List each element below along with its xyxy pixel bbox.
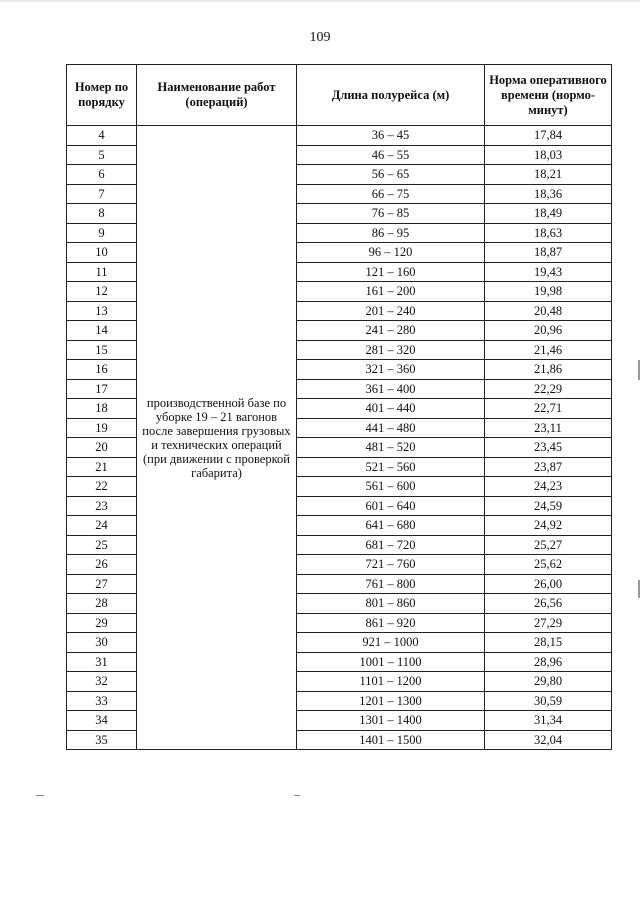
cell-length: 241 – 280 <box>297 321 485 341</box>
cell-length: 121 – 160 <box>297 262 485 282</box>
cell-number: 17 <box>67 379 137 399</box>
cell-number: 29 <box>67 613 137 633</box>
cell-norm: 22,71 <box>485 399 612 419</box>
header-operation: Наименование работ (операций) <box>137 65 297 126</box>
cell-length: 86 – 95 <box>297 223 485 243</box>
cell-length: 441 – 480 <box>297 418 485 438</box>
cell-norm: 24,23 <box>485 477 612 497</box>
cell-number: 31 <box>67 652 137 672</box>
cell-norm: 21,86 <box>485 360 612 380</box>
cell-length: 56 – 65 <box>297 165 485 185</box>
cell-number: 5 <box>67 145 137 165</box>
cell-number: 30 <box>67 633 137 653</box>
header-length: Длина полурейса (м) <box>297 65 485 126</box>
cell-norm: 21,46 <box>485 340 612 360</box>
cell-length: 1101 – 1200 <box>297 672 485 692</box>
cell-norm: 26,00 <box>485 574 612 594</box>
cell-norm: 18,03 <box>485 145 612 165</box>
cell-norm: 18,21 <box>485 165 612 185</box>
cell-length: 46 – 55 <box>297 145 485 165</box>
cell-length: 361 – 400 <box>297 379 485 399</box>
cell-norm: 27,29 <box>485 613 612 633</box>
cell-norm: 28,96 <box>485 652 612 672</box>
cell-length: 861 – 920 <box>297 613 485 633</box>
cell-length: 1001 – 1100 <box>297 652 485 672</box>
table-header-row <box>67 65 612 126</box>
cell-norm: 18,63 <box>485 223 612 243</box>
cell-norm: 23,87 <box>485 457 612 477</box>
cell-number: 4 <box>67 126 137 146</box>
scan-mark-center <box>294 795 300 796</box>
cell-norm: 29,80 <box>485 672 612 692</box>
page-top-edge <box>0 0 640 2</box>
cell-number: 12 <box>67 282 137 302</box>
cell-length: 721 – 760 <box>297 555 485 575</box>
cell-norm: 23,45 <box>485 438 612 458</box>
cell-number: 8 <box>67 204 137 224</box>
cell-norm: 20,96 <box>485 321 612 341</box>
cell-length: 801 – 860 <box>297 594 485 614</box>
cell-number: 18 <box>67 399 137 419</box>
cell-length: 281 – 320 <box>297 340 485 360</box>
cell-norm: 17,84 <box>485 126 612 146</box>
cell-number: 16 <box>67 360 137 380</box>
cell-length: 1401 – 1500 <box>297 730 485 750</box>
cell-number: 34 <box>67 711 137 731</box>
cell-norm: 26,56 <box>485 594 612 614</box>
cell-norm: 25,27 <box>485 535 612 555</box>
cell-number: 9 <box>67 223 137 243</box>
cell-number: 7 <box>67 184 137 204</box>
cell-number: 25 <box>67 535 137 555</box>
cell-norm: 24,92 <box>485 516 612 536</box>
cell-number: 14 <box>67 321 137 341</box>
cell-length: 201 – 240 <box>297 301 485 321</box>
cell-number: 35 <box>67 730 137 750</box>
cell-norm: 32,04 <box>485 730 612 750</box>
cell-number: 11 <box>67 262 137 282</box>
cell-norm: 31,34 <box>485 711 612 731</box>
cell-length: 481 – 520 <box>297 438 485 458</box>
cell-length: 76 – 85 <box>297 204 485 224</box>
cell-norm: 22,29 <box>485 379 612 399</box>
cell-length: 521 – 560 <box>297 457 485 477</box>
cell-length: 921 – 1000 <box>297 633 485 653</box>
header-norm: Норма оперативного времени (нормо-минут) <box>485 65 612 126</box>
cell-length: 681 – 720 <box>297 535 485 555</box>
scan-mark-left <box>36 795 44 796</box>
cell-number: 23 <box>67 496 137 516</box>
cell-number: 28 <box>67 594 137 614</box>
cell-number: 21 <box>67 457 137 477</box>
cell-number: 6 <box>67 165 137 185</box>
cell-length: 161 – 200 <box>297 282 485 302</box>
cell-norm: 23,11 <box>485 418 612 438</box>
cell-norm: 30,59 <box>485 691 612 711</box>
cell-length: 601 – 640 <box>297 496 485 516</box>
table-body <box>67 126 612 750</box>
cell-number: 22 <box>67 477 137 497</box>
cell-number: 26 <box>67 555 137 575</box>
header-number: Номер по порядку <box>67 65 137 126</box>
cell-norm: 18,87 <box>485 243 612 263</box>
cell-norm: 18,36 <box>485 184 612 204</box>
cell-length: 96 – 120 <box>297 243 485 263</box>
cell-operation-name: производственной базе по уборке 19 – 21 вагонов после завершения грузовых и технических операций (при движении с проверкой габарита) <box>137 126 297 750</box>
norms-table <box>66 64 612 750</box>
cell-norm: 18,49 <box>485 204 612 224</box>
table-row <box>67 126 612 146</box>
page-number: 109 <box>309 30 331 45</box>
cell-norm: 19,98 <box>485 282 612 302</box>
cell-length: 1301 – 1400 <box>297 711 485 731</box>
cell-number: 24 <box>67 516 137 536</box>
cell-length: 561 – 600 <box>297 477 485 497</box>
cell-number: 32 <box>67 672 137 692</box>
cell-number: 10 <box>67 243 137 263</box>
cell-norm: 19,43 <box>485 262 612 282</box>
cell-number: 13 <box>67 301 137 321</box>
cell-length: 641 – 680 <box>297 516 485 536</box>
cell-length: 66 – 75 <box>297 184 485 204</box>
cell-length: 321 – 360 <box>297 360 485 380</box>
cell-length: 1201 – 1300 <box>297 691 485 711</box>
cell-length: 761 – 800 <box>297 574 485 594</box>
cell-norm: 20,48 <box>485 301 612 321</box>
cell-length: 36 – 45 <box>297 126 485 146</box>
cell-number: 33 <box>67 691 137 711</box>
cell-norm: 25,62 <box>485 555 612 575</box>
cell-number: 19 <box>67 418 137 438</box>
cell-number: 20 <box>67 438 137 458</box>
cell-number: 15 <box>67 340 137 360</box>
cell-norm: 24,59 <box>485 496 612 516</box>
cell-length: 401 – 440 <box>297 399 485 419</box>
cell-norm: 28,15 <box>485 633 612 653</box>
cell-number: 27 <box>67 574 137 594</box>
